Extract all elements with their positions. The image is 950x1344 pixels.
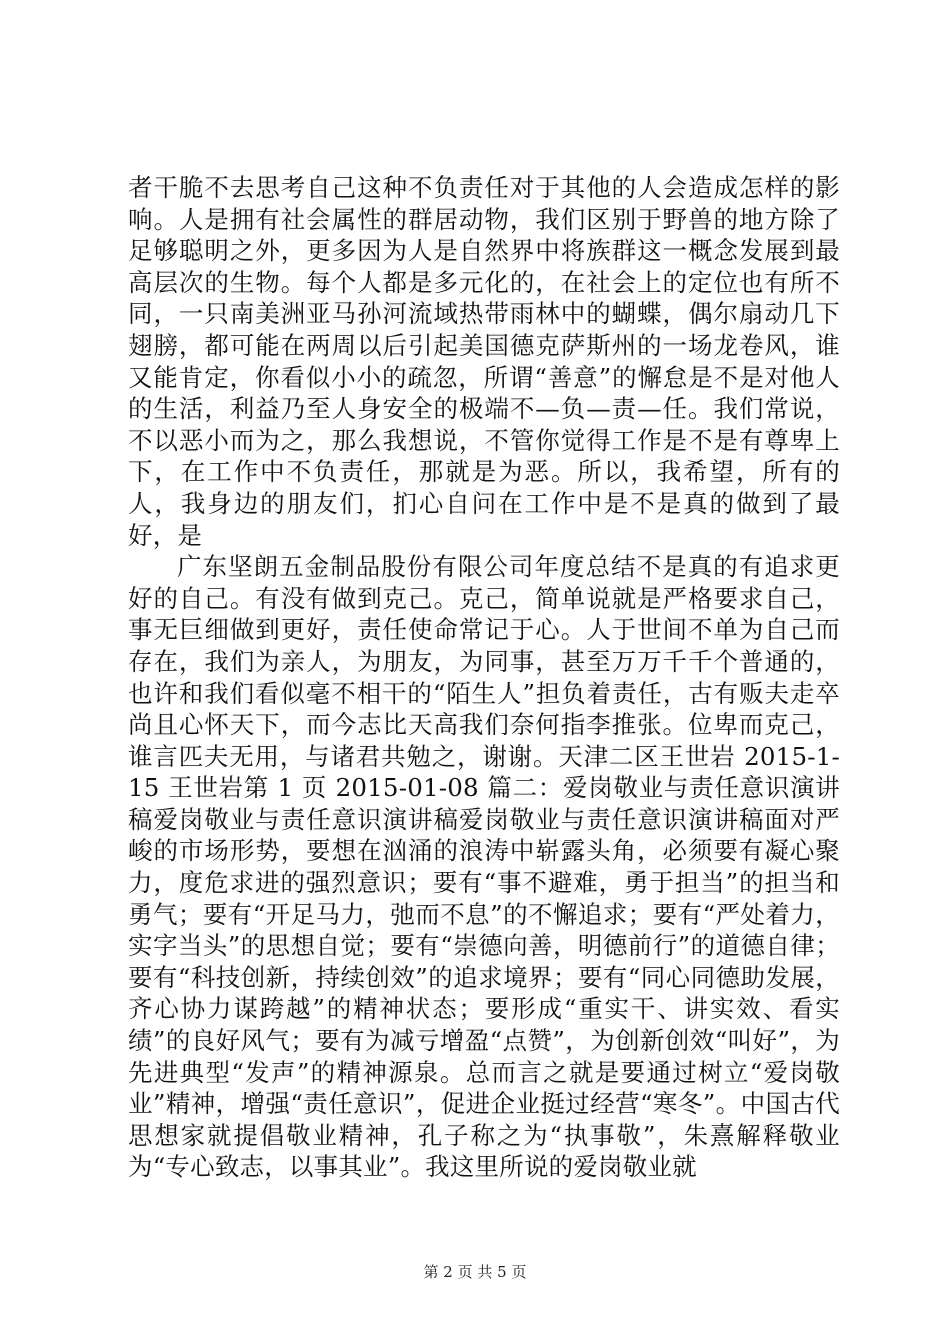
document-body	[128, 172, 840, 1183]
page-number-footer: 第 2 页 共 5 页	[423, 1263, 527, 1281]
paragraph-2: 广东坚朗五金制品股份有限公司年度总结不是真的有追求更好的自己。有没有做到克己。克己，简单说就是严格要求自己，事无巨细做到更好，责任使命常记于心。人于世间不单为自己而存在，我们为亲人，为朋友，为同事，甚至万万千千个普通的，也许和我们看似毫不相干的“陌生人”担负着责任，古有贩夫走卒尚且心怀天下，而今志比天高我们奈何指李推张。位卑而克己，谁言匹夫无用，与诸君共勉之，谢谢。天津二区王世岩 2015-1-15 王世岩第 1 页 2015-01-08 篇二：爱岗敬业与责任意识演讲稿爱岗敬业与责任意识演讲稿爱岗敬业与责任意识演讲稿面对严峻的市场形势，要想在汹涌的浪涛中崭露头角，必须要有凝心聚力，度危求进的强烈意识；要有“事不避难，勇于担当”的担当和勇气；要有“开足马力，弛而不息”的不懈追求；要有“严处着力，实字当头”的思想自觉；要有“崇德向善，明德前行”的道德自律；要有“科技创新，持续创效”的追求境界；要有“同心同德助发展，齐心协力谋跨越”的精神状态；要形成“重实干、讲实效、看实绩”的良好风气；要有为减亏增盈“点赞”，为创新创效“叫好”，为先进典型“发声”的精神源泉。总而言之就是要通过树立“爱岗敬业”精神，增强“责任意识”，促进企业挺过经营“寒冬”。中国古代思想家就提倡敬业精神，孔子称之为“执事敬”，朱熹解释敬业为“专心致志，以事其业”。我这里所说的爱岗敬业就	[128, 552, 840, 1182]
paragraph-1: 者干脆不去思考自己这种不负责任对于其他的人会造成怎样的影响。人是拥有社会属性的群居动物，我们区别于野兽的地方除了足够聪明之外，更多因为人是自然界中将族群这一概念发展到最高层次的生物。每个人都是多元化的，在社会上的定位也有所不同，一只南美洲亚马孙河流域热带雨林中的蝴蝶，偶尔扇动几下翅膀，都可能在两周以后引起美国德克萨斯州的一场龙卷风，谁又能肯定，你看似小小的疏忽，所谓“善意”的懈怠是不是对他人的生活，利益乃至人身安全的极端不—负—责—任。我们常说，不以恶小而为之，那么我想说，不管你觉得工作是不是有尊卑上下，在工作中不负责任，那就是为恶。所以，我希望，所有的人，我身边的朋友们，扪心自问在工作中是不是真的做到了最好，是	[128, 173, 840, 550]
